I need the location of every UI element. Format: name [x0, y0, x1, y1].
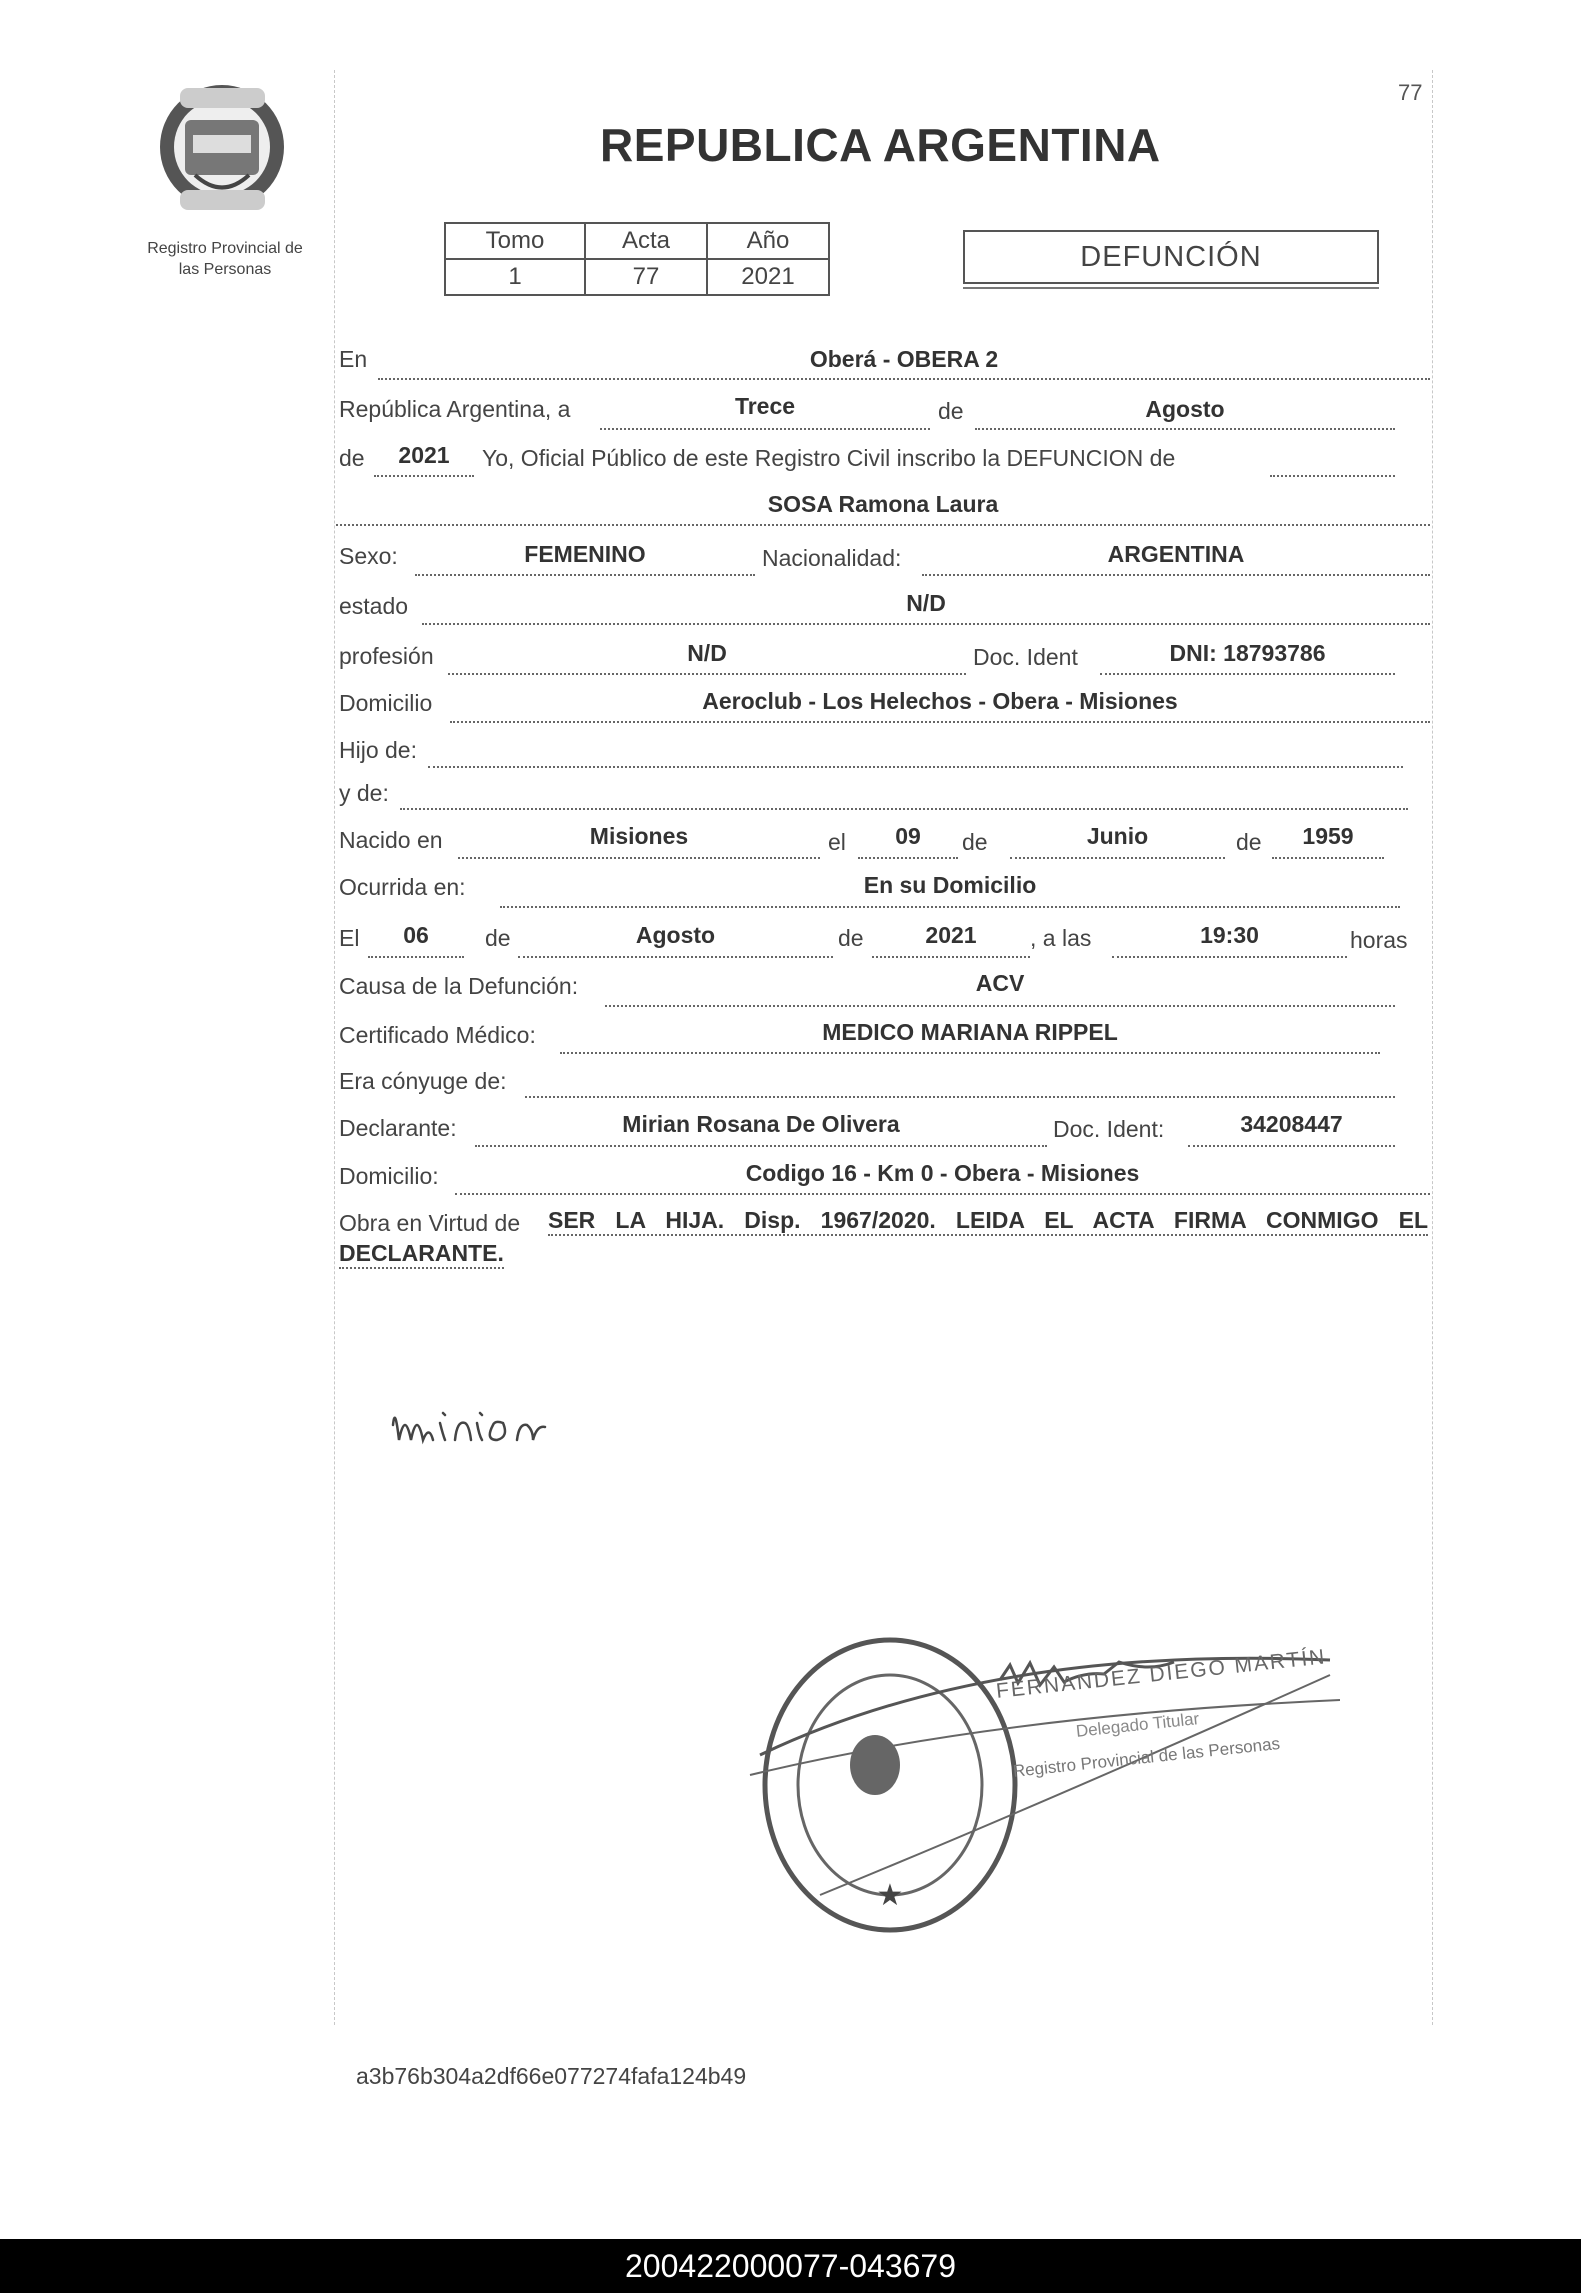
estado-value: N/D	[906, 590, 946, 616]
de-label-4: de	[1236, 829, 1262, 855]
horas-label: horas	[1350, 927, 1408, 953]
de-label-2: de	[339, 445, 365, 471]
tomo-header: Tomo	[445, 223, 585, 259]
certificado-value: MEDICO MARIANA RIPPEL	[822, 1019, 1118, 1045]
conyuge-line	[525, 1096, 1395, 1098]
death-year-line	[872, 956, 1030, 958]
estado-label: estado	[339, 593, 409, 619]
declarante-label: Declarante:	[339, 1115, 457, 1141]
page-number: 77	[1398, 80, 1423, 105]
de-label-5: de	[485, 925, 511, 951]
death-year-value: 2021	[925, 922, 977, 948]
y-de-label: y de:	[339, 780, 389, 806]
month-line	[975, 428, 1395, 430]
ocurrida-label: Ocurrida en:	[339, 874, 466, 900]
doc-ident-value: DNI: 18793786	[1169, 640, 1326, 666]
birth-day-line	[858, 857, 958, 859]
organization-name: Registro Provincial de las Personas	[147, 240, 303, 278]
profesion-label: profesión	[339, 643, 434, 669]
obra-value-line1: SER LA HIJA. Disp. 1967/2020. LEIDA EL ACTA FIRMA CONMIGO EL	[548, 1207, 1428, 1236]
record-type-box: DEFUNCIÓN	[963, 230, 1379, 284]
name-line	[336, 524, 1430, 526]
birth-month-line	[1010, 857, 1225, 859]
day-line	[600, 428, 930, 430]
hijo-line	[428, 766, 1403, 768]
tomo-value: 1	[445, 259, 585, 295]
year-value: 2021	[398, 442, 450, 468]
hijo-label: Hijo de:	[339, 737, 417, 763]
ocurrida-line	[500, 906, 1400, 908]
death-month-value: Agosto	[635, 922, 716, 948]
register-table	[444, 222, 830, 296]
left-margin-line	[334, 70, 335, 2025]
republica-label: República Argentina, a	[339, 396, 571, 422]
year-line	[374, 475, 474, 477]
death-day-value: 06	[403, 922, 429, 948]
document-hash: a3b76b304a2df66e077274fafa124b49	[356, 2063, 747, 2089]
domicilio2-label: Domicilio:	[339, 1163, 439, 1189]
declarant-signature	[385, 1385, 625, 1465]
domicilio2-value: Codigo 16 - Km 0 - Obera - Misiones	[745, 1160, 1140, 1186]
birth-year-line	[1272, 857, 1384, 859]
nacionalidad-line	[922, 574, 1430, 576]
doc-ident2-value: 34208447	[1240, 1111, 1343, 1137]
place-value: Oberá - OBERA 2	[809, 346, 999, 372]
certificado-line	[560, 1052, 1380, 1054]
death-time-value: 19:30	[1200, 922, 1259, 948]
sexo-value: FEMENINO	[524, 541, 646, 567]
acta-header: Acta	[585, 223, 707, 259]
right-margin-line	[1432, 70, 1433, 2025]
deceased-name: SOSA Ramona Laura	[767, 491, 999, 517]
acta-value: 77	[585, 259, 707, 295]
certificado-label: Certificado Médico:	[339, 1022, 536, 1048]
svg-text:★: ★	[876, 1878, 904, 1913]
anio-header: Año	[707, 223, 829, 259]
death-time-line	[1112, 956, 1347, 958]
conyuge-label: Era cónyuge de:	[339, 1068, 507, 1094]
death-month-line	[518, 956, 833, 958]
estado-line	[422, 623, 1430, 625]
domicilio2-line	[455, 1193, 1430, 1195]
nacido-label: Nacido en	[339, 827, 443, 853]
profesion-line	[448, 673, 966, 675]
declarante-line	[475, 1145, 1047, 1147]
official-name: FERNANDEZ DIEGO MARTÍN	[995, 1645, 1328, 1703]
footer-id-bar: 200422000077-043679	[0, 2239, 1581, 2293]
anio-value: 2021	[707, 259, 829, 295]
causa-value: ACV	[975, 970, 1025, 996]
declarante-value: Mirian Rosana De Olivera	[622, 1111, 900, 1137]
death-day-line	[368, 956, 464, 958]
causa-line	[605, 1005, 1395, 1007]
doc-ident2-label: Doc. Ident:	[1053, 1116, 1165, 1142]
obra-label: Obra en Virtud de	[339, 1210, 521, 1236]
obra-value-line2: DECLARANTE.	[339, 1240, 504, 1269]
el-label: el	[828, 829, 846, 855]
y-de-line	[400, 808, 1408, 810]
page-title: REPUBLICA ARGENTINA	[600, 119, 1161, 171]
birth-day-value: 09	[895, 823, 921, 849]
nacido-line	[458, 857, 820, 859]
official-org: Registro Provincial de las Personas	[1012, 1733, 1281, 1781]
causa-label: Causa de la Defunción:	[339, 973, 579, 999]
sexo-line	[415, 574, 755, 576]
doc-ident2-line	[1188, 1145, 1395, 1147]
en-label: En	[339, 346, 368, 372]
domicilio-line	[450, 721, 1430, 723]
de-label-3: de	[962, 829, 988, 855]
nacionalidad-label: Nacionalidad:	[762, 545, 902, 571]
nacido-value: Misiones	[589, 823, 689, 849]
sexo-label: Sexo:	[339, 543, 398, 569]
de-label-1: de	[938, 398, 964, 424]
a-las-label: , a las	[1030, 925, 1092, 951]
ocurrida-value: En su Domicilio	[863, 872, 1037, 898]
en-line	[378, 378, 1430, 380]
birth-month-value: Junio	[1086, 823, 1149, 849]
birth-year-value: 1959	[1302, 823, 1354, 849]
oficial-text: Yo, Oficial Público de este Registro Civil inscribo la DEFUNCION de	[482, 445, 1176, 471]
el2-label: El	[339, 925, 360, 951]
doc-ident-line	[1100, 673, 1395, 675]
profesion-value: N/D	[687, 640, 727, 666]
doc-ident-label: Doc. Ident	[973, 644, 1078, 670]
domicilio-value: Aeroclub - Los Helechos - Obera - Misiones	[702, 688, 1178, 714]
month-value: Agosto	[1145, 396, 1225, 422]
official-role: Delegado Titular	[1075, 1709, 1201, 1741]
day-value: Trece	[734, 393, 796, 419]
oficial-line	[1270, 475, 1395, 477]
nacionalidad-value: ARGENTINA	[1107, 541, 1245, 567]
province-seal-logo	[155, 80, 290, 215]
domicilio-label: Domicilio	[339, 690, 433, 716]
de-label-6: de	[838, 925, 864, 951]
